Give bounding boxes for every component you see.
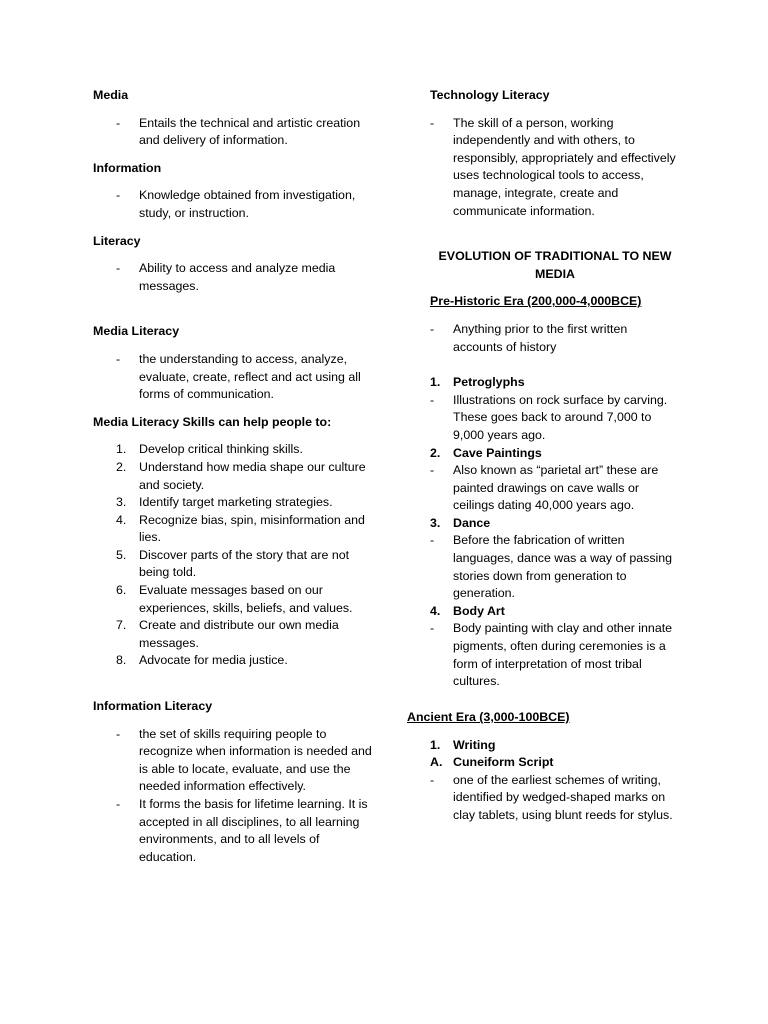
ancient-era-list <box>407 737 687 825</box>
technology-literacy-definition: - The skill of a person, working independently and with others, to responsibly, appropriately and effectively uses technological tools to access, manage, integrate, create and communicate information. <box>430 115 676 218</box>
list-item-description: - Illustrations on rock surface by carving. These goes back to around 7,000 to 9,000 years ago. <box>430 392 668 442</box>
literacy-heading: Literacy <box>93 233 141 248</box>
ancient-era-heading: Ancient Era (3,000-100BCE) <box>407 710 570 724</box>
list-item-title: 4. Body Art <box>430 603 505 618</box>
list-item: 7. Create and distribute our own media messages. <box>116 618 339 650</box>
list-item-title: 2. Cave Paintings <box>430 445 542 460</box>
left-column <box>93 87 373 866</box>
prehistoric-list <box>430 374 680 691</box>
information-heading: Information <box>93 160 162 175</box>
information-literacy-bullet: - It forms the basis for lifetime learning. It is accepted in all disciplines, to all learning environments, and to all levels of education. <box>116 797 368 864</box>
information-literacy-bullet: - the set of skills requiring people to recognize when information is needed and is able to locate, evaluate, and use the needed information effectively. <box>116 726 372 794</box>
skills-heading: Media Literacy Skills can help people to: <box>93 414 332 429</box>
list-item-description: - Also known as “parietal art” these are painted drawings on cave walls or ceilings dating 40,000 years ago. <box>430 463 659 513</box>
ancient-era-section <box>407 709 687 825</box>
media-literacy-heading: Media Literacy <box>93 324 180 339</box>
media-definition: - Entails the technical and artistic creation and delivery of information. <box>116 115 361 148</box>
list-item-title: 1. Writing <box>430 737 496 752</box>
prehistoric-era-heading: Pre-Historic Era (200,000-4,000BCE) <box>430 294 642 309</box>
sub-item-description: - one of the earliest schemes of writing, identified by wedged-shaped marks on clay tablets, using blunt reeds for stylus. <box>430 772 673 822</box>
skills-list <box>93 441 373 670</box>
list-item-title: 1. Petroglyphs <box>430 375 525 390</box>
list-item: 1. Develop critical thinking skills. <box>116 442 303 457</box>
prehistoric-intro: - Anything prior to the first written accounts of history <box>430 321 628 354</box>
list-item: 2. Understand how media shape our culture and society. <box>116 459 366 492</box>
list-item: 8. Advocate for media justice. <box>116 653 288 668</box>
list-item: 4. Recognize bias, spin, misinformation and lies. <box>116 512 365 545</box>
information-definition: - Knowledge obtained from investigation, study, or instruction. <box>116 188 356 220</box>
list-item: 6. Evaluate messages based on our experiences, skills, beliefs, and values. <box>116 583 353 615</box>
sub-item-title: A. Cuneiform Script <box>430 755 554 770</box>
technology-literacy-heading: Technology Literacy <box>430 88 550 102</box>
information-literacy-heading: Information Literacy <box>93 699 213 714</box>
list-item-description: - Before the fabrication of written languages, dance was a way of passing stories down from generation to generation. <box>430 533 673 601</box>
list-item: 3. Identify target marketing strategies. <box>116 495 333 510</box>
evolution-title: EVOLUTION OF TRADITIONAL TO NEW MEDIA <box>438 249 672 281</box>
list-item-title: 3. Dance <box>430 515 491 530</box>
literacy-definition: - Ability to access and analyze media messages. <box>116 261 336 293</box>
right-column <box>430 87 680 691</box>
list-item-description: - Body painting with clay and other innate pigments, often during ceremonies is a form of interpretation of most tribal cultures. <box>430 621 673 689</box>
media-heading: Media <box>93 88 129 102</box>
media-literacy-definition: - the understanding to access, analyze, evaluate, create, reflect and act using all forms of communication. <box>116 351 361 402</box>
list-item: 5. Discover parts of the story that are not being told. <box>116 547 350 580</box>
